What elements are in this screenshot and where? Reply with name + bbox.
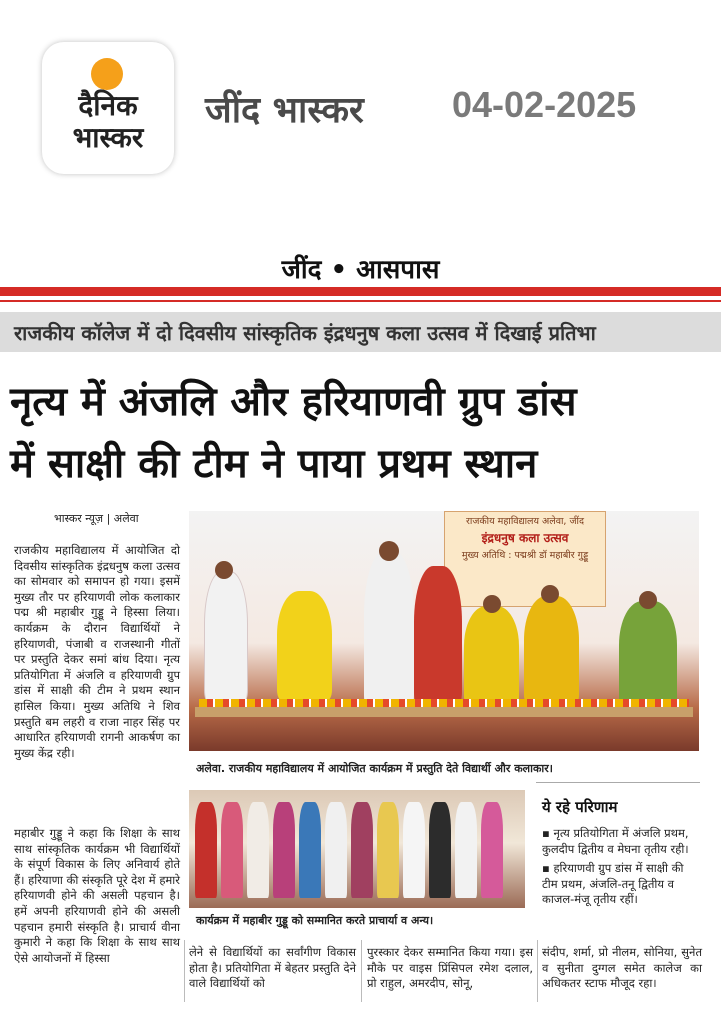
- results-divider: [536, 782, 700, 783]
- person-figure: [195, 802, 217, 898]
- person-figure: [481, 802, 503, 898]
- marigold-garland: [199, 699, 689, 707]
- section-label: जींद • आसपास: [281, 255, 440, 285]
- dancer-figure: [464, 606, 519, 706]
- dancer-figure: [277, 591, 332, 701]
- logo-text-line2: भास्कर: [72, 121, 144, 154]
- article-column-3: पुरस्कार देकर सम्मानित किया गया। इस मौके पर वाइस प्रिंसिपल रमेश दलाल, प्रो राहुल, अमरदीप, सोनू,: [367, 945, 533, 991]
- person-figure: [247, 802, 269, 898]
- dance-performance-photo: [189, 511, 699, 751]
- dancer-figure: [524, 596, 579, 706]
- singer-head: [379, 541, 399, 561]
- kicker-text: राजकीय कॉलेज में दो दिवसीय सांस्कृतिक इंद्रधनुष कला उत्सव में दिखाई प्रतिभा: [14, 321, 596, 345]
- musician-figure: [414, 566, 462, 706]
- banner-event: इंद्रधनुष कला उत्सव: [481, 531, 569, 545]
- person-figure: [325, 802, 347, 898]
- dancer-head: [483, 595, 501, 613]
- stage-railing: [195, 707, 693, 717]
- byline: भास्कर न्यूज़ | अलेवा: [54, 512, 139, 525]
- felicitation-photo: [189, 790, 525, 908]
- headline-line1: नृत्य में अंजलि और हरियाणवी ग्रुप डांस: [10, 379, 577, 425]
- sun-icon: [91, 58, 123, 90]
- person-figure: [273, 802, 295, 898]
- dancer-figure: [619, 601, 677, 711]
- column-divider: [361, 940, 362, 1002]
- publication-date: 04-02-2025: [452, 84, 637, 125]
- person-figure: [221, 802, 243, 898]
- column-divider: [537, 940, 538, 1002]
- article-paragraph-1: राजकीय महाविद्यालय में आयोजित दो दिवसीय सांस्कृतिक इंद्रधनुष कला उत्सव का सोमवार को समापन हो गया। इसमें मुख्य तौर पर हरियाणवी लोक कलाकार पद्म श्री महाबीर गुड्डू ने हिस्सा लिया। कार्यक्रम के दौरान विद्यार्थियों ने हरियाणवी, पंजाबी व राजस्थानी गीतों पर प्रस्तुति देकर समां बांध दिया। नृत्य प्रतियोगिता में अंजलि व हरियाणवी ग्रुप डांस में साक्षी की टीम ने प्रथम स्थान हासिल किया। मुख्य अतिथि ने शिव प्रस्तुति बम लहरी व राजा नाहर सिंह पर आधारित हरियाणवी रागनी आकर्षण का मुख्य केंद्र रही।: [14, 543, 180, 760]
- dancer-figure: [204, 571, 248, 703]
- results-list: [542, 826, 702, 912]
- banner-college: राजकीय महाविद्यालय अलेवा, जींद: [465, 516, 585, 527]
- thin-red-divider: [0, 300, 721, 302]
- dainik-bhaskar-logo: [42, 42, 174, 174]
- photo-caption-2: कार्यक्रम में महाबीर गुड्डू को सम्मानित करते प्राचार्या व अन्य।: [196, 914, 434, 927]
- banner-guest: मुख्य अतिथि : पद्मश्री डॉ महाबीर गुड्डू: [461, 550, 589, 561]
- dancer-head: [215, 561, 233, 579]
- person-figure: [429, 802, 451, 898]
- article-column-4: संदीप, शर्मा, प्रो नीलम, सोनिया, सुनेत व सुनीता दुग्गल समेत कालेज का अधिकतर स्टाफ मौजूद रहा।: [542, 945, 702, 991]
- column-divider: [184, 940, 185, 1002]
- photo-caption-1: अलेवा. राजकीय महाविद्यालय में आयोजित कार्यक्रम में प्रस्तुति देते विद्यार्थी और कलाकार।: [196, 762, 553, 775]
- results-heading: ये रहे परिणाम: [542, 798, 618, 816]
- person-figure: [455, 802, 477, 898]
- result-item: ▪ नृत्य प्रतियोगिता में अंजलि प्रथम, कुलदीप द्वितीय व मेघना तृतीय रही।: [542, 826, 689, 856]
- edition-title: जींद भास्कर: [205, 90, 364, 131]
- person-figure: [351, 802, 373, 898]
- person-figure: [377, 802, 399, 898]
- red-divider: [0, 287, 721, 296]
- dancer-head: [639, 591, 657, 609]
- headline-line2: में साक्षी की टीम ने पाया प्रथम स्थान: [10, 441, 538, 487]
- kicker-bar: [0, 312, 721, 352]
- person-figure: [299, 802, 321, 898]
- logo-text-line1: दैनिक: [78, 89, 138, 122]
- result-item: ▪ हरियाणवी ग्रुप डांस में साक्षी की टीम प्रथम, अंजलि-तनू द्वितीय व काजल-मंजू तृतीय रहीं।: [542, 861, 684, 907]
- person-figure: [403, 802, 425, 898]
- article-column-2: लेने से विद्यार्थियों का सर्वांगीण विकास होता है। प्रतियोगिता में बेहतर प्रस्तुति देने वाले विद्यार्थियों को: [189, 945, 356, 991]
- article-paragraph-2: महाबीर गुड्डू ने कहा कि शिक्षा के साथ साथ सांस्कृतिक कार्यक्रम भी विद्यार्थियों के संपूर्ण विकास के लिए अनिवार्य होते हैं। हरियाणा की संस्कृति पूरे देश में हमारे हरियाणवी होने की असली पहचान है। हमें अपनी हरियाणवी होने की असली पहचान हमारी संस्कृति है। प्राचार्य वीना कुमारी ने कहा कि शिक्षा के साथ साथ ऐसे आयोजनों में हिस्सा: [14, 826, 180, 965]
- event-banner: [444, 511, 606, 607]
- singer-figure: [364, 551, 414, 711]
- dancer-head: [541, 585, 559, 603]
